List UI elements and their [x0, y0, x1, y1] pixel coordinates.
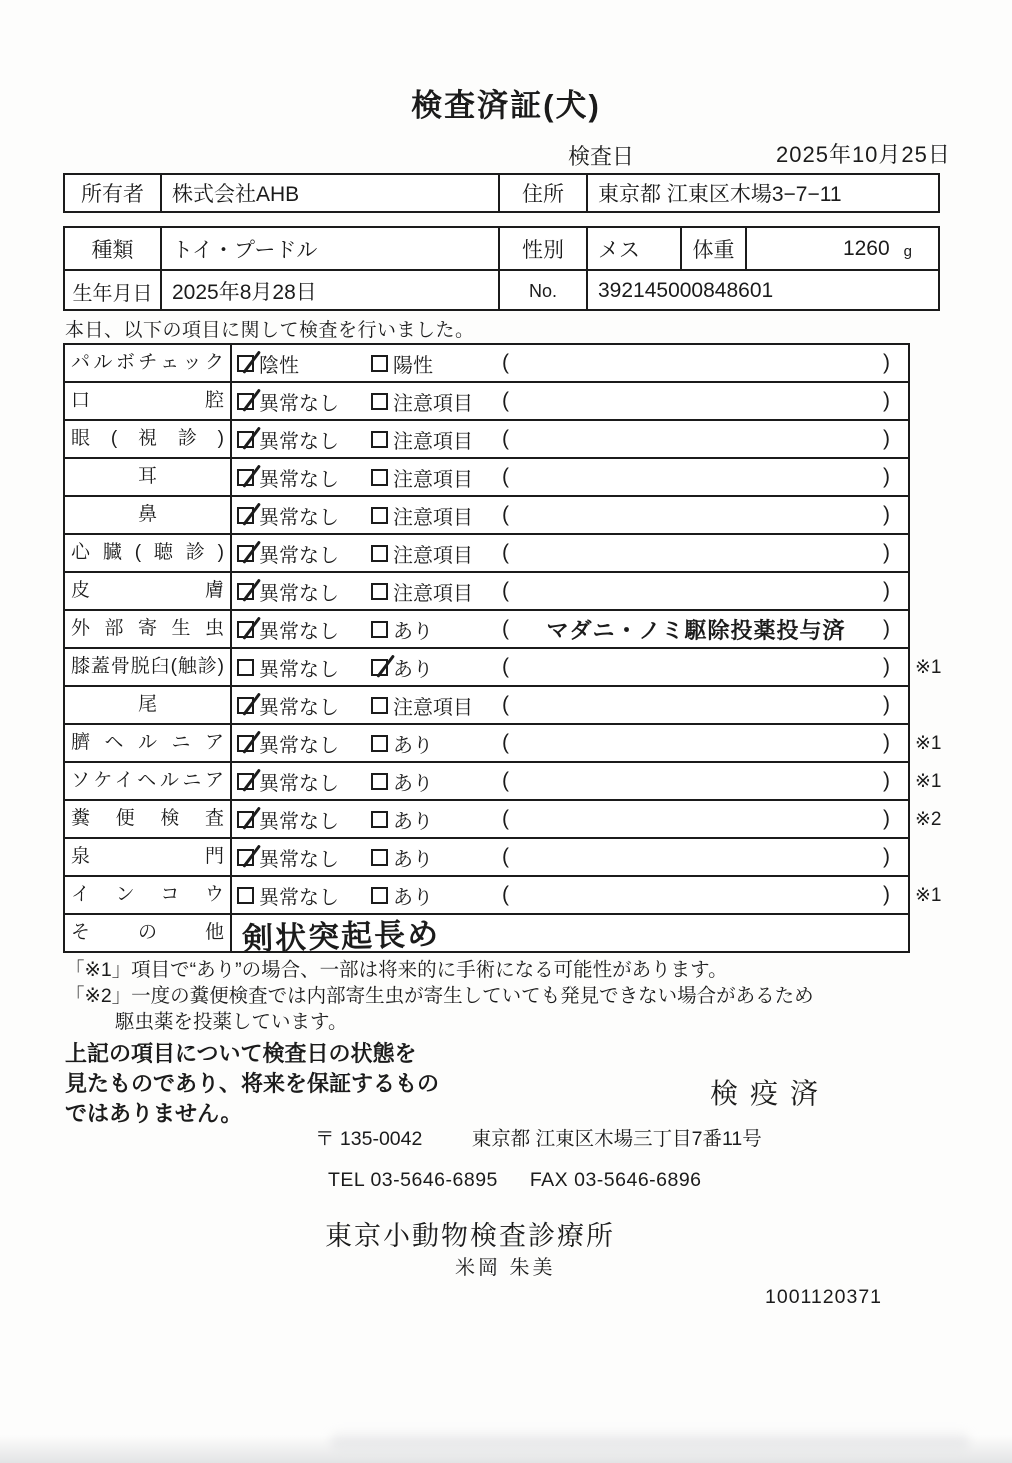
owner-value: 株式会社AHB: [162, 175, 500, 211]
checkbox-unchecked-icon: [371, 545, 388, 562]
exam-row: [65, 497, 908, 535]
paren-open: (: [502, 389, 509, 412]
exam-option: [371, 615, 502, 644]
address-value: 東京都 江東区木場3−7−11: [598, 183, 842, 206]
handwritten-note: 剣状突起長め: [241, 915, 441, 957]
checkbox-unchecked-icon: [371, 355, 388, 372]
weight-unit: g: [903, 243, 912, 260]
footnote-2: 「※2」一度の糞便検査では内部寄生虫が寄生していても発見できない場合があるため: [65, 985, 814, 1007]
exam-option: [232, 767, 371, 796]
exam-option-label: 異常なし: [259, 582, 339, 605]
exam-row-content: [232, 801, 908, 837]
paren-close: ): [883, 541, 890, 564]
exam-row-label: 糞便検査: [65, 801, 232, 837]
exam-row-content: [232, 915, 908, 957]
exam-row: [65, 763, 942, 801]
footnote-marker: ※1: [915, 657, 942, 678]
exam-row-label: インコウ: [65, 877, 232, 913]
exam-option: [371, 691, 502, 720]
checkbox-unchecked-icon: [371, 393, 388, 410]
paren-close: ): [883, 351, 890, 374]
footnote-1: 「※1」項目で“あり”の場合、一部は将来的に手術になる可能性があります。: [65, 959, 728, 981]
checkbox-unchecked-icon: [371, 773, 388, 790]
statement-line-2: 見たものであり、将来を保証するもの: [65, 1071, 440, 1096]
checkbox-checked-icon: [237, 773, 254, 790]
paren-open: (: [502, 807, 509, 830]
checkbox-unchecked-icon: [371, 887, 388, 904]
exam-row-content: [232, 649, 908, 685]
paren-open: (: [502, 655, 509, 678]
clinic-address-line: [315, 1123, 762, 1151]
exam-option: [371, 653, 502, 682]
exam-option-label: あり: [393, 848, 433, 871]
exam-row-label: その他: [65, 915, 232, 951]
paren-open: (: [502, 351, 509, 374]
exam-row: [65, 421, 908, 459]
weight-label: 体重: [682, 228, 747, 269]
checkbox-checked-icon: [237, 507, 254, 524]
paren-open: (: [502, 845, 509, 868]
exam-option: [371, 767, 502, 796]
exam-option: [232, 387, 371, 416]
paren-field: [502, 769, 908, 793]
checkbox-unchecked-icon: [371, 469, 388, 486]
exam-row-content: [232, 573, 908, 609]
footnote-marker: ※2: [915, 809, 942, 830]
paren-close: ): [883, 807, 890, 830]
exam-row-label: 外部寄生虫: [65, 611, 232, 647]
no-label: No.: [500, 271, 588, 311]
paren-field: [502, 731, 908, 755]
exam-row-label: 臍ヘルニア: [65, 725, 232, 761]
checkbox-checked-icon: [237, 621, 254, 638]
exam-option-label: あり: [393, 658, 433, 681]
exam-option-label: 異常なし: [259, 658, 339, 681]
exam-option-label: 注意項目: [393, 506, 473, 529]
paren-field: [502, 807, 908, 831]
paren-close: ): [883, 769, 890, 792]
footnote-marker: ※1: [915, 733, 942, 754]
exam-row-label: 尾: [65, 687, 232, 723]
paren-field: [502, 883, 908, 907]
exam-option: [232, 425, 371, 454]
paren-open: (: [502, 541, 509, 564]
exam-row: [65, 801, 942, 839]
paren-close: ): [883, 655, 890, 678]
sex-value: メス: [588, 228, 682, 269]
checkbox-unchecked-icon: [237, 659, 254, 676]
exam-option: [371, 539, 502, 568]
exam-option-label: 異常なし: [259, 734, 339, 757]
checkbox-checked-icon: [237, 431, 254, 448]
exam-row-content: [232, 687, 908, 723]
exam-option: [232, 615, 371, 644]
pet-row-1: [65, 228, 938, 271]
exam-option-label: 異常なし: [259, 772, 339, 795]
exam-option-label: 異常なし: [259, 620, 339, 643]
paren-field: [502, 503, 908, 527]
exam-option-label: 異常なし: [259, 468, 339, 491]
exam-option-label: 注意項目: [393, 392, 473, 415]
footnote-marker: ※1: [915, 885, 942, 906]
exam-row: [65, 459, 908, 497]
exam-row: [65, 573, 908, 611]
paren-open: (: [502, 579, 509, 602]
exam-option: [232, 691, 371, 720]
paren-close: ): [883, 465, 890, 488]
exam-option: [232, 577, 371, 606]
exam-row-label: 泉門: [65, 839, 232, 875]
inspection-date-label: 検査日: [568, 144, 635, 169]
checkbox-checked-icon: [237, 355, 254, 372]
exam-option-label: 注意項目: [393, 468, 473, 491]
checkbox-checked-icon: [237, 849, 254, 866]
paren-open: (: [502, 769, 509, 792]
exam-row-label: 皮膚: [65, 573, 232, 609]
paren-open: (: [502, 693, 509, 716]
owner-table: [63, 173, 940, 213]
exam-row-content: [232, 345, 908, 381]
paren-close: ): [883, 427, 890, 450]
paren-field: [502, 693, 908, 717]
exam-row: [65, 611, 908, 649]
exam-option: [232, 805, 371, 834]
checkbox-checked-icon: [237, 735, 254, 752]
breed-value: トイ・プードル: [162, 228, 500, 269]
checkbox-unchecked-icon: [371, 583, 388, 600]
paren-open: (: [502, 883, 509, 906]
paren-close: ): [883, 693, 890, 716]
paren-open: (: [502, 465, 509, 488]
clinic-address: 東京都 江東区木場三丁目7番11号: [471, 1128, 762, 1150]
exam-option-label: 注意項目: [393, 430, 473, 453]
statement-line-3: ではありません。: [65, 1101, 243, 1126]
paren-field: [502, 579, 908, 603]
paren-field: [502, 614, 908, 645]
exam-option: [371, 881, 502, 910]
exam-option: [371, 843, 502, 872]
exam-row: [65, 687, 908, 725]
exam-row-content: [232, 839, 908, 875]
exam-option-label: 異常なし: [259, 848, 339, 871]
pet-row-2: [65, 271, 938, 311]
paren-value: マダニ・ノミ駆除投薬投与済: [546, 617, 846, 643]
exam-option-label: あり: [393, 810, 433, 833]
exam-option: [232, 729, 371, 758]
exam-option: [232, 501, 371, 530]
exam-option-label: 異常なし: [259, 506, 339, 529]
paren-open: (: [502, 731, 509, 754]
exam-row: [65, 877, 942, 915]
exam-option-label: あり: [393, 886, 433, 909]
exam-row-label: 鼻: [65, 497, 232, 533]
exam-row-content: [232, 611, 908, 647]
checkbox-checked-icon: [371, 659, 388, 676]
paren-close: ): [883, 883, 890, 906]
exam-row-content: [232, 763, 908, 799]
no-value: 392145000848601: [598, 279, 774, 302]
exam-option: [232, 881, 371, 910]
checkbox-unchecked-icon: [371, 507, 388, 524]
exam-option-label: 異常なし: [259, 696, 339, 719]
postal-code: 〒 135-0042: [315, 1128, 423, 1150]
exam-option: [232, 653, 371, 682]
exam-row: [65, 725, 942, 763]
checkbox-unchecked-icon: [371, 811, 388, 828]
exam-option: [371, 387, 502, 416]
exam-row-content: [232, 459, 908, 495]
exam-option-label: あり: [393, 772, 433, 795]
clinic-name: 東京小動物検査診療所: [325, 1221, 615, 1251]
exam-row-label: パルボチェック: [65, 345, 232, 381]
exam-option: [371, 349, 502, 378]
paren-field: [502, 389, 908, 413]
footnote-marker: ※1: [915, 771, 942, 792]
footnotes: [65, 957, 814, 1035]
inspection-date-value: 2025年10月25日: [776, 142, 951, 167]
exam-row: [65, 383, 908, 421]
serial-number: 1001120371: [765, 1286, 883, 1308]
checkbox-checked-icon: [237, 811, 254, 828]
paren-field: [502, 465, 908, 489]
exam-row-label: 口腔: [65, 383, 232, 419]
checkbox-unchecked-icon: [371, 621, 388, 638]
page-title: 検査済証(犬): [411, 88, 601, 123]
paren-close: ): [882, 617, 890, 640]
paren-open: (: [502, 503, 509, 526]
pet-table: [63, 226, 940, 311]
statement-line-1: 上記の項目について検査日の状態を: [65, 1041, 417, 1066]
exam-row-content: [232, 421, 908, 457]
checkbox-unchecked-icon: [371, 697, 388, 714]
exam-row-content: [232, 383, 908, 419]
exam-option-label: 注意項目: [393, 696, 473, 719]
exam-option-label: 異常なし: [259, 392, 339, 415]
exam-row-label: 心臓(聴診): [65, 535, 232, 571]
birth-value: 2025年8月28日: [162, 271, 500, 311]
examiner-name: 米岡 朱美: [455, 1257, 556, 1279]
paren-field: [502, 655, 908, 679]
exam-option-label: 注意項目: [393, 582, 473, 605]
address-label: 住所: [500, 175, 588, 211]
paren-field: [502, 541, 908, 565]
exam-row-label: 眼(視診): [65, 421, 232, 457]
exam-row-content: [232, 497, 908, 533]
exam-option: [232, 463, 371, 492]
exam-option: [371, 729, 502, 758]
paren-field: [502, 845, 908, 869]
exam-row-label: 膝蓋骨脱臼(触診): [65, 649, 232, 685]
exam-row: [65, 535, 908, 573]
exam-row-content: [232, 877, 908, 913]
exam-option: [232, 349, 371, 378]
exam-option-label: 異常なし: [259, 886, 339, 909]
checkbox-checked-icon: [237, 393, 254, 410]
footnote-2-continued: 駆虫薬を投薬しています。: [115, 1011, 348, 1033]
exam-option-label: あり: [393, 734, 433, 757]
weight-value: [747, 228, 938, 269]
exam-row: [65, 345, 908, 383]
checkbox-checked-icon: [237, 469, 254, 486]
exam-option: [371, 501, 502, 530]
checkbox-checked-icon: [237, 583, 254, 600]
clinic-phone-line: [328, 1169, 702, 1192]
checkbox-unchecked-icon: [371, 431, 388, 448]
exam-option-label: 注意項目: [393, 544, 473, 567]
owner-label: 所有者: [65, 175, 162, 211]
checkbox-unchecked-icon: [371, 735, 388, 752]
checkbox-checked-icon: [237, 545, 254, 562]
checkbox-unchecked-icon: [371, 849, 388, 866]
paren-close: ): [883, 579, 890, 602]
exam-option: [232, 539, 371, 568]
disclaimer-statement: [65, 1039, 439, 1129]
exam-row-content: [232, 535, 908, 571]
exam-row-content: [232, 725, 908, 761]
breed-label: 種類: [65, 228, 162, 269]
clinic-fax: FAX 03-5646-6896: [529, 1169, 702, 1191]
sex-label: 性別: [500, 228, 588, 269]
quarantine-stamp: 検疫済: [710, 1078, 831, 1109]
exam-option-label: 異常なし: [259, 430, 339, 453]
clinic-tel: TEL 03-5646-6895: [328, 1169, 498, 1191]
exam-option-label: 異常なし: [259, 544, 339, 567]
exam-option-label: 陽性: [393, 354, 433, 377]
exam-row: [65, 839, 908, 877]
owner-row: [65, 175, 938, 211]
intro-text: 本日、以下の項目に関して検査を行いました。: [65, 320, 475, 341]
exam-table: [63, 343, 942, 957]
scan-edge-shadow: [0, 1435, 1012, 1463]
exam-option: [371, 463, 502, 492]
checkbox-checked-icon: [237, 697, 254, 714]
exam-option: [371, 425, 502, 454]
exam-row-label: 耳: [65, 459, 232, 495]
checkbox-unchecked-icon: [237, 887, 254, 904]
paren-field: [502, 427, 908, 451]
paren-close: ): [883, 731, 890, 754]
paren-close: ): [883, 503, 890, 526]
weight-number: 1260: [842, 236, 890, 260]
paren-open: (: [502, 617, 509, 640]
exam-row-label: ソケイヘルニア: [65, 763, 232, 799]
exam-option: [371, 577, 502, 606]
exam-option-label: 陰性: [259, 354, 299, 377]
birth-label: 生年月日: [65, 271, 162, 311]
exam-option: [232, 843, 371, 872]
exam-option-label: 異常なし: [259, 810, 339, 833]
exam-row: [65, 649, 942, 687]
paren-close: ): [883, 845, 890, 868]
exam-option: [371, 805, 502, 834]
paren-close: ): [883, 389, 890, 412]
paren-open: (: [502, 427, 509, 450]
paren-field: [502, 351, 908, 375]
exam-row: [65, 915, 908, 957]
exam-option-label: あり: [393, 620, 433, 643]
